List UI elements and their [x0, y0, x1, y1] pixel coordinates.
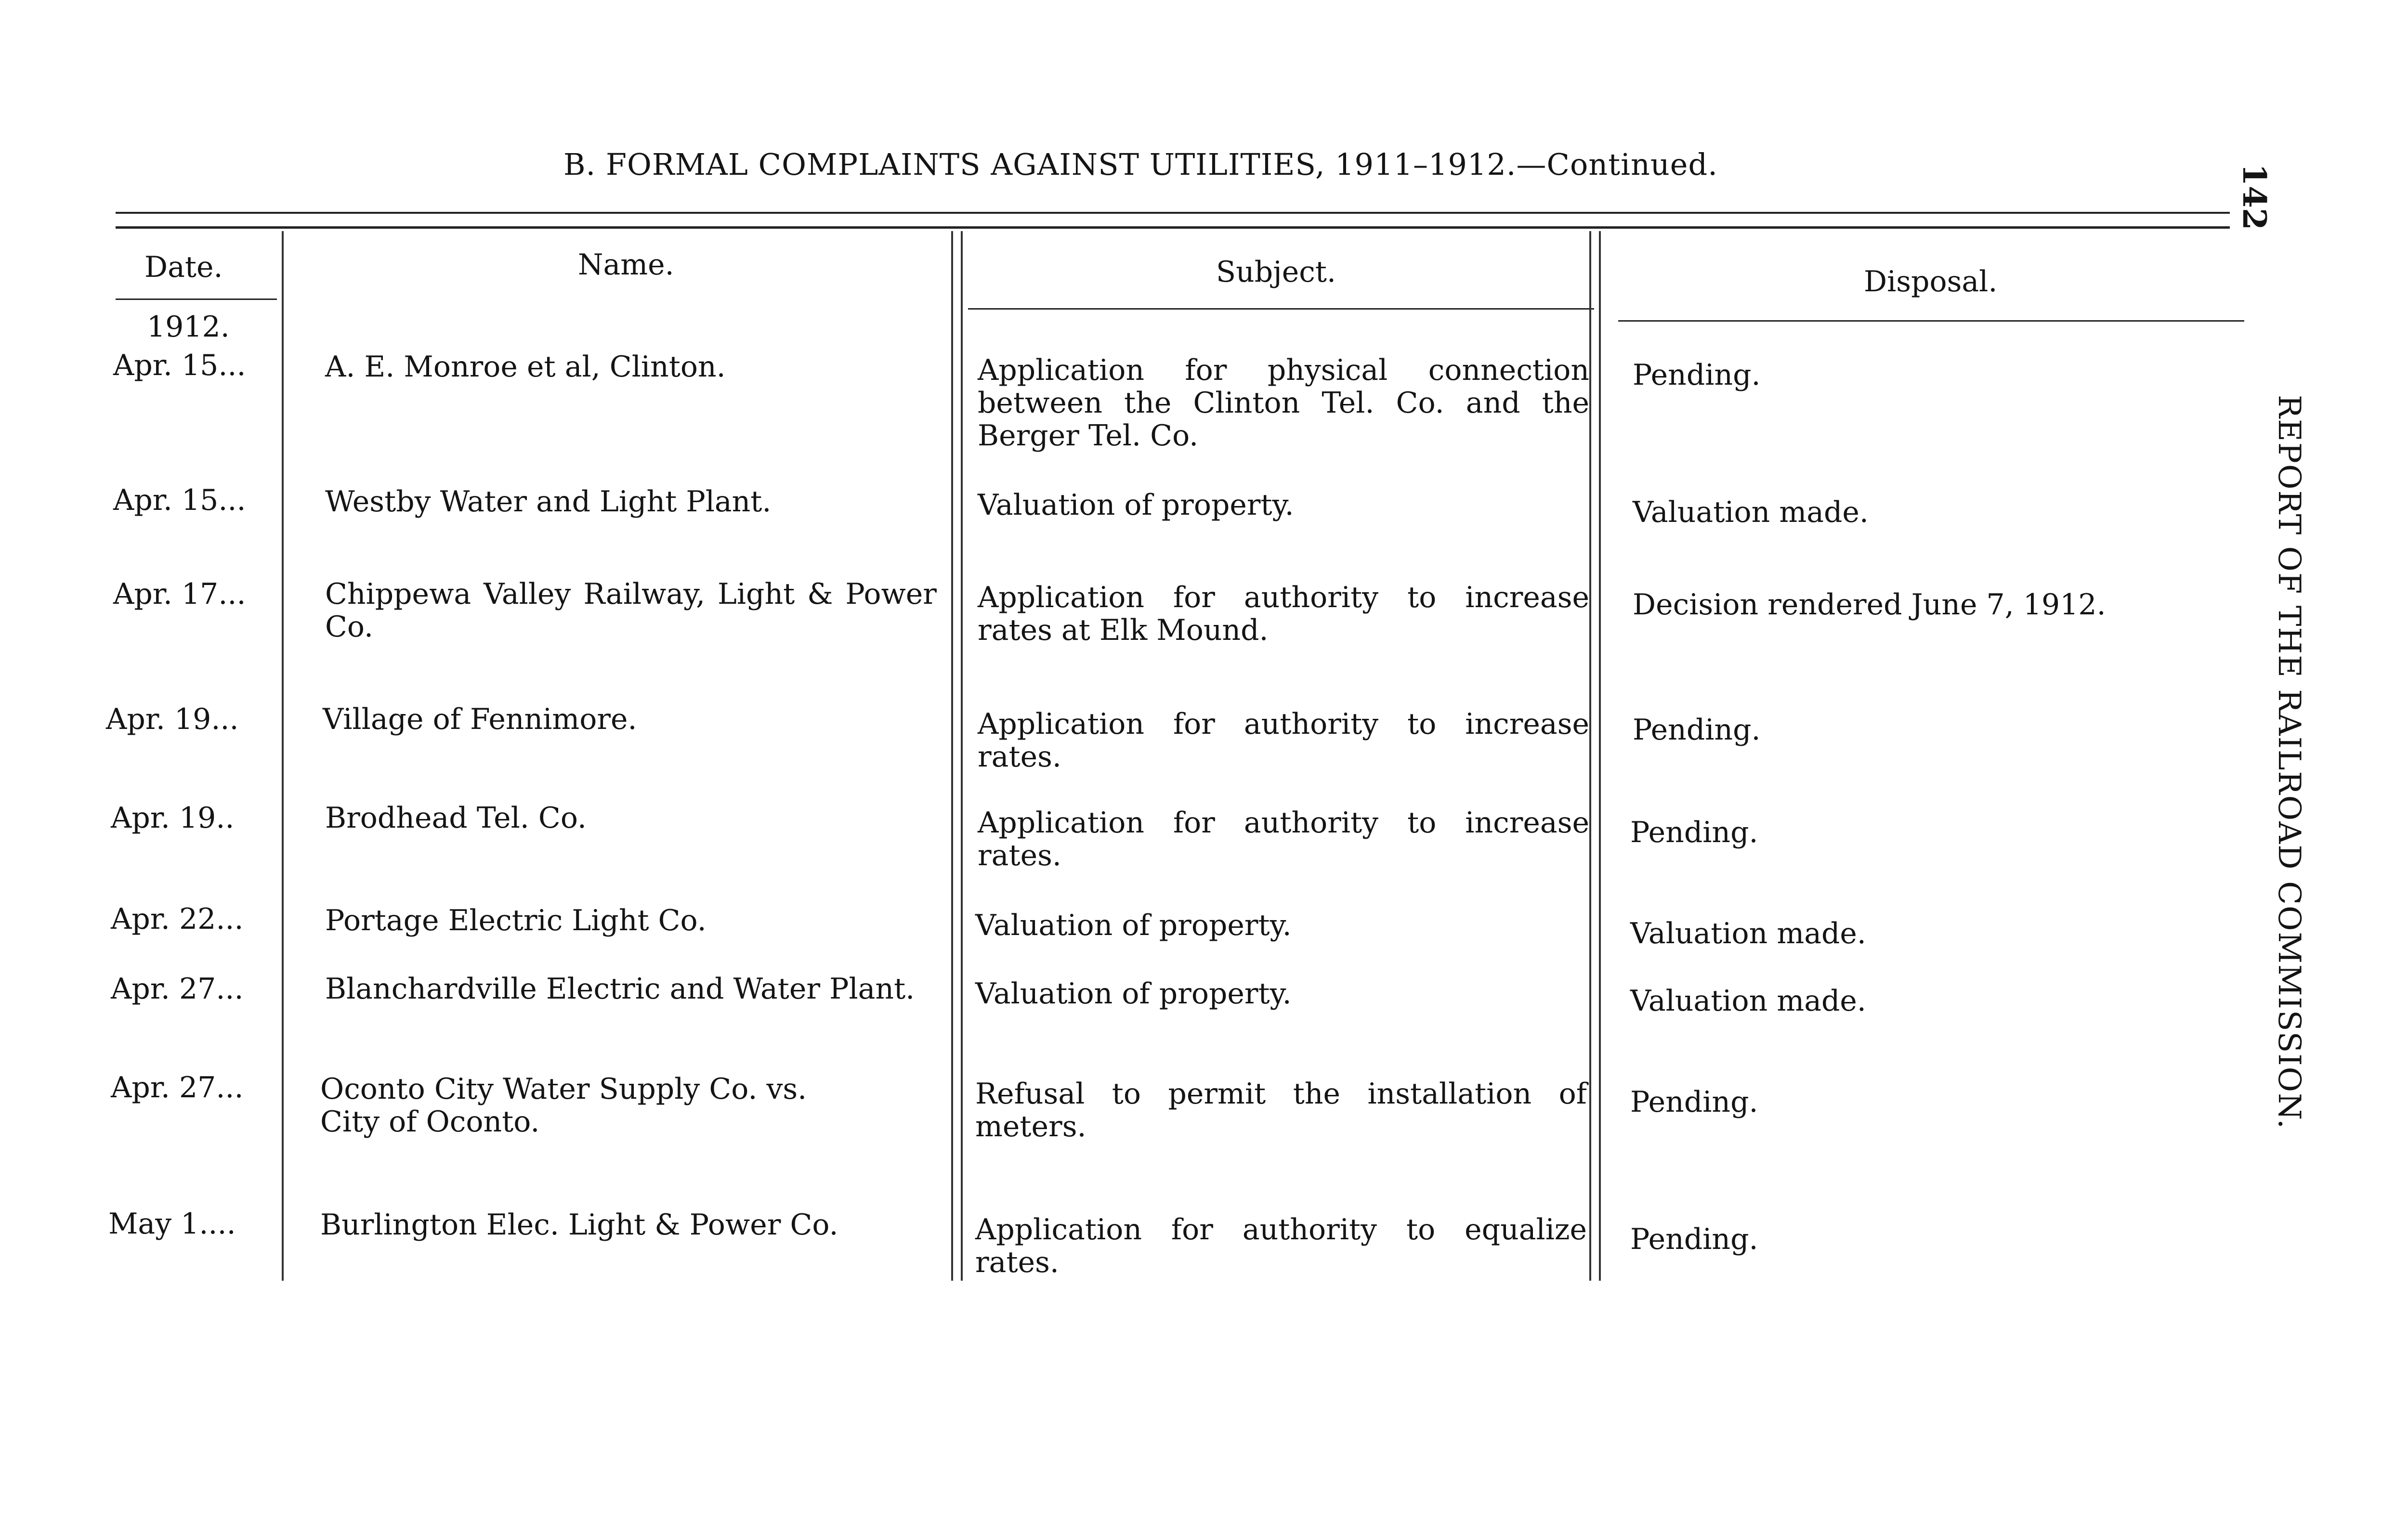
column-rule-4: [1589, 231, 1591, 1281]
row-8-date: Apr. 27...: [111, 1071, 244, 1104]
row-9-subject: Application for authority to equalize rates.: [975, 1213, 1587, 1279]
row-7-disposal: Valuation made.: [1630, 984, 1866, 1018]
row-3-name: Chippewa Valley Railway, Light & Power Co.: [325, 577, 937, 644]
row-8-disposal: Pending.: [1630, 1085, 1758, 1119]
year-label: 1912.: [147, 310, 230, 344]
row-2-date: Apr. 15...: [113, 483, 246, 517]
header-rule-bottom: [116, 226, 2230, 229]
row-8-subject: Refusal to permit the installation of meters.: [975, 1077, 1587, 1143]
row-1-disposal: Pending.: [1633, 358, 1761, 392]
row-4-name: Village of Fennimore.: [323, 702, 637, 736]
row-1-name: A. E. Monroe et al, Clinton.: [325, 350, 726, 384]
page-title: B. FORMAL COMPLAINTS AGAINST UTILITIES, 1911–1912.—Continued.: [563, 147, 1718, 182]
page-number: 142: [2236, 164, 2273, 230]
row-6-name: Portage Electric Light Co.: [325, 904, 707, 937]
row-4-date: Apr. 19...: [106, 702, 239, 736]
column-rule-2: [951, 231, 953, 1281]
row-3-date: Apr. 17...: [113, 577, 246, 611]
row-9-disposal: Pending.: [1630, 1222, 1758, 1256]
row-6-subject: Valuation of property.: [975, 909, 1292, 942]
row-5-name: Brodhead Tel. Co.: [325, 801, 587, 835]
header-underline-disposal: [1618, 320, 2244, 322]
row-7-name: Blanchardville Electric and Water Plant.: [325, 972, 915, 1006]
row-6-disposal: Valuation made.: [1630, 917, 1866, 950]
header-disposal: Disposal.: [1864, 265, 1998, 299]
header-subject: Subject.: [1216, 255, 1336, 289]
column-rule-3: [961, 231, 963, 1281]
row-5-disposal: Pending.: [1630, 816, 1758, 849]
row-2-name: Westby Water and Light Plant.: [325, 485, 772, 519]
header-date: Date.: [144, 250, 223, 284]
row-1-date: Apr. 15...: [113, 349, 246, 382]
row-5-date: Apr. 19..: [111, 801, 235, 835]
row-3-subject: Application for authority to increase rates at Elk Mound.: [978, 581, 1589, 647]
row-3-disposal: Decision rendered June 7, 1912.: [1633, 588, 2106, 622]
row-9-date: May 1....: [108, 1207, 236, 1241]
row-9-name: Burlington Elec. Light & Power Co.: [320, 1208, 838, 1242]
row-7-date: Apr. 27...: [111, 972, 244, 1006]
header-underline-date: [116, 299, 277, 300]
header-rule-top: [116, 212, 2230, 214]
row-2-subject: Valuation of property.: [978, 488, 1294, 522]
row-2-disposal: Valuation made.: [1633, 495, 1869, 529]
row-8-name: Oconto City Water Supply Co. vs. City of Oconto.: [320, 1072, 807, 1139]
column-rule-5: [1599, 231, 1601, 1281]
row-5-subject: Application for authority to increase rates.: [978, 806, 1589, 872]
row-4-disposal: Pending.: [1633, 713, 1761, 747]
column-rule-1: [282, 231, 284, 1281]
header-name: Name.: [578, 248, 674, 282]
row-6-date: Apr. 22...: [111, 902, 244, 936]
row-1-subject: Application for physical connection between the Clinton Tel. Co. and the Berger Tel. Co.: [978, 353, 1589, 453]
running-head: REPORT OF THE RAILROAD COMMISSION.: [2271, 395, 2307, 1130]
header-underline-subject: [968, 308, 1594, 310]
row-4-subject: Application for authority to increase rates.: [978, 707, 1589, 774]
row-7-subject: Valuation of property.: [975, 977, 1292, 1011]
